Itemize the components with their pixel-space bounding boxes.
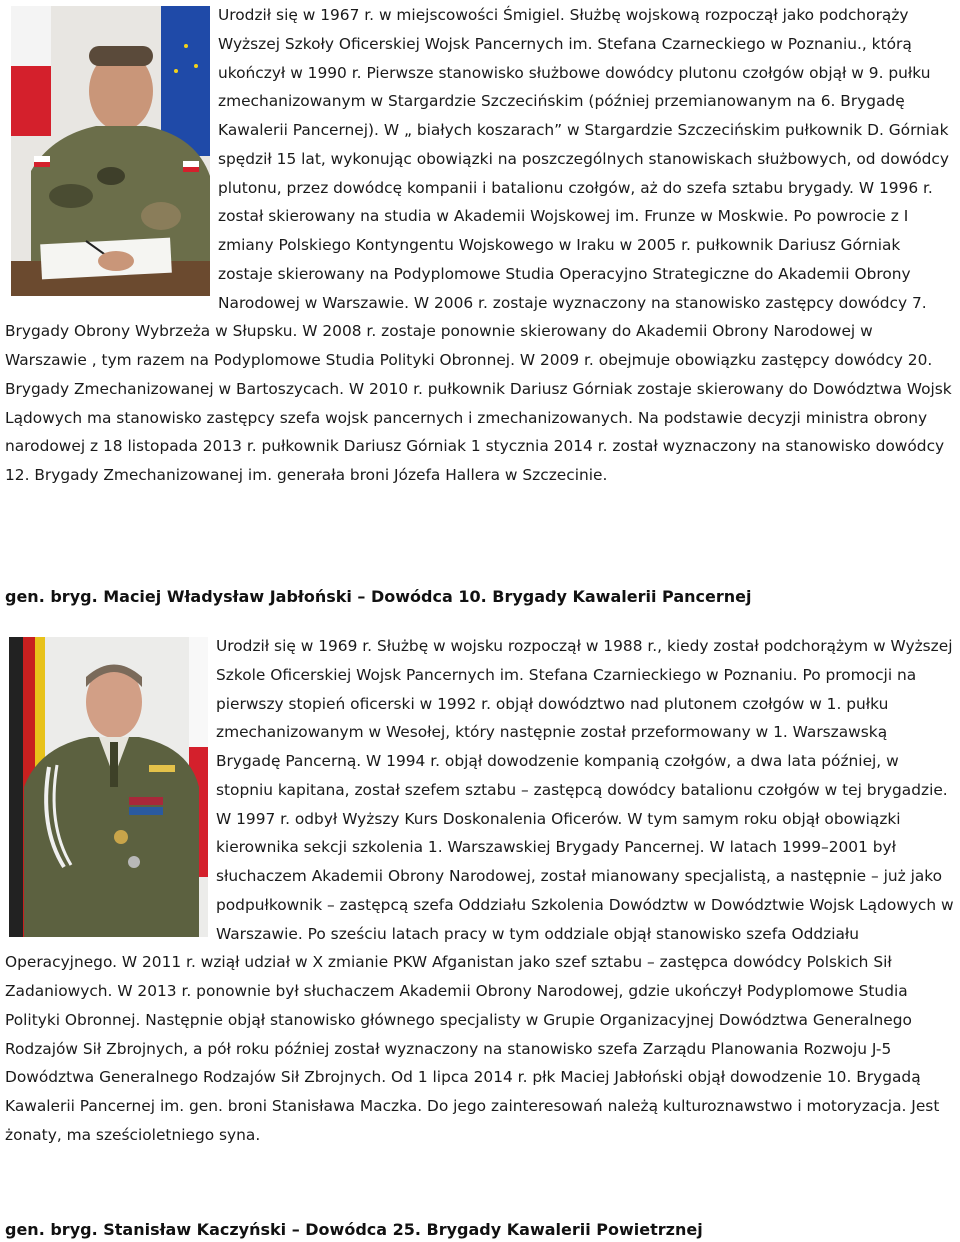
bio-text-gorniak: Urodził się w 1967 r. w miejscowości Śmigiel. Służbę wojskową rozpoczął jako podchorąży Wyższej Szkoły Oficerskiej Wojsk Pancernych im. Stefana Czarneckiego w Poznaniu., którą ukończył w 1990 r. Pierwsze stanowisko służbowe dowódcy plutonu czołgów objął w 9. pułku zmechanizowanym w Stargardzie Szczecińskim (później przemianowanym na 6. Brygadę Kawalerii Pancernej). W „ białych koszarach” w Stargardzie Szczecińskim pułkownik D. Górniak spędził 15 lat, wykonując obowiązki na poszczególnych stanowiskach służbowych, od dowódcy plutonu, przez dowódcę kompanii i batalionu czołgów, aż do szefa sztabu brygady. W 1996 r. został skierowany na studia w Akademii Wojskowej im. Frunze w Moskwie. Po powrocie z I zmiany Polskiego Kontyngentu Wojskowego w Iraku w 2005 r. pułkownik Dariusz Górniak zostaje skierowany na Podyplomowe Studia Operacyjno Strategiczne do Akademii Obrony Narodowej w Warszawie. W 2006 r. zostaje wyznaczony na stanowisko zastępcy dowódcy 7. Brygady Obrony Wybrzeża w Słupsku. W 2008 r. zostaje ponownie skierowany do Akademii Obrony Narodowej w Warszawie , tym razem na Podyplomowe Studia Polityki Obronnej. W 2009 r. obejmuje obowiązku zastępcy dowódcy 20. Brygady Zmechanizowanej w Bartoszycach. W 2010 r. pułkownik Dariusz Górniak zostaje skierowany do Dowództwa Wojsk Lądowych ma stanowisko zastępcy szefa wojsk pancernych i zmechanizowanych. Na podstawie decyzji ministra obrony narodowej z 18 listopada 2013 r. pułkownik Dariusz Górniak 1 stycznia 2014 r. został wyznaczony na stanowisko dowódcy 12. Brygady Zmechanizowanej im. generała broni Józefa Hallera w Szczecinie. (5, 6, 952, 484)
section-heading-kaczynski: gen. bryg. Stanisław Kaczyński – Dowódca 25. Brygady Kawalerii Powietrznej (5, 1220, 703, 1239)
bio-text-jablonski: Urodził się w 1969 r. Służbę w wojsku rozpoczął w 1988 r., kiedy został podchorążym w Wyższej Szkole Oficerskiej Wojsk Pancernych im. Stefana Czarnieckiego w Poznaniu. Po promocji na pierwszy stopień oficerski w 1992 r. objął dowództwo nad plutonem czołgów w 1. pułku zmechanizowanym w Wesołej, który następnie został przeformowany w 1. Warszawską Brygadę Pancerną. W 1994 r. objął dowodzenie kompanią czołgów, a dwa lata później, w stopniu kapitana, został szefem sztabu – zastępcą dowódcy batalionu czołgów w tej brygadzie. W 1997 r. odbył Wyższy Kurs Doskonalenia Oficerów. W tym samym roku objął obowiązki kierownika sekcji szkolenia 1. Warszawskiej Brygady Pancernej. W latach 1999–2001 był słuchaczem Akademii Obrony Narodowej, został mianowany specjalistą, a następnie – już jako podpułkownik – zastępcą szefa Oddziału Szkolenia Dowództw w Dowództwie Wojsk Lądowych w Warszawie. Po sześciu latach pracy w tym oddziale objął stanowisko szefa Oddziału Operacyjnego. W 2011 r. wziął udział w X zmianie PKW Afganistan jako szef sztabu – zastępca dowódcy Polskich Sił Zadaniowych. W 2013 r. ponownie był słuchaczem Akademii Obrony Narodowej, gdzie ukończył Podyplomowe Studia Polityki Obronnej. Następnie objął stanowisko głównego specjalisty w Grupie Organizacyjnej Dowództwa Generalnego Rodzajów Sił Zbrojnych, a pół roku później został wyznaczony na stanowisko szefa Zarządu Planowania Rozwoju J-5 Dowództwa Generalnego Rodzajów Sił Zbrojnych. Od 1 lipca 2014 r. płk Maciej Jabłoński objął dowodzenie 10. Brygadą Kawalerii Pancernej im. gen. broni Stanisława Maczka. Do jego zainteresowań należą kulturoznawstwo i motoryzacja. Jest żonaty, ma sześcioletniego syna. (5, 637, 954, 1144)
photo-gorniak (11, 6, 210, 296)
section-heading-jablonski: gen. bryg. Maciej Władysław Jabłoński – Dowódca 10. Brygady Kawalerii Pancernej (5, 587, 752, 606)
photo-jablonski (9, 637, 208, 937)
bio-section-jablonski (0, 631, 960, 1150)
bio-section-gorniak (0, 0, 960, 490)
